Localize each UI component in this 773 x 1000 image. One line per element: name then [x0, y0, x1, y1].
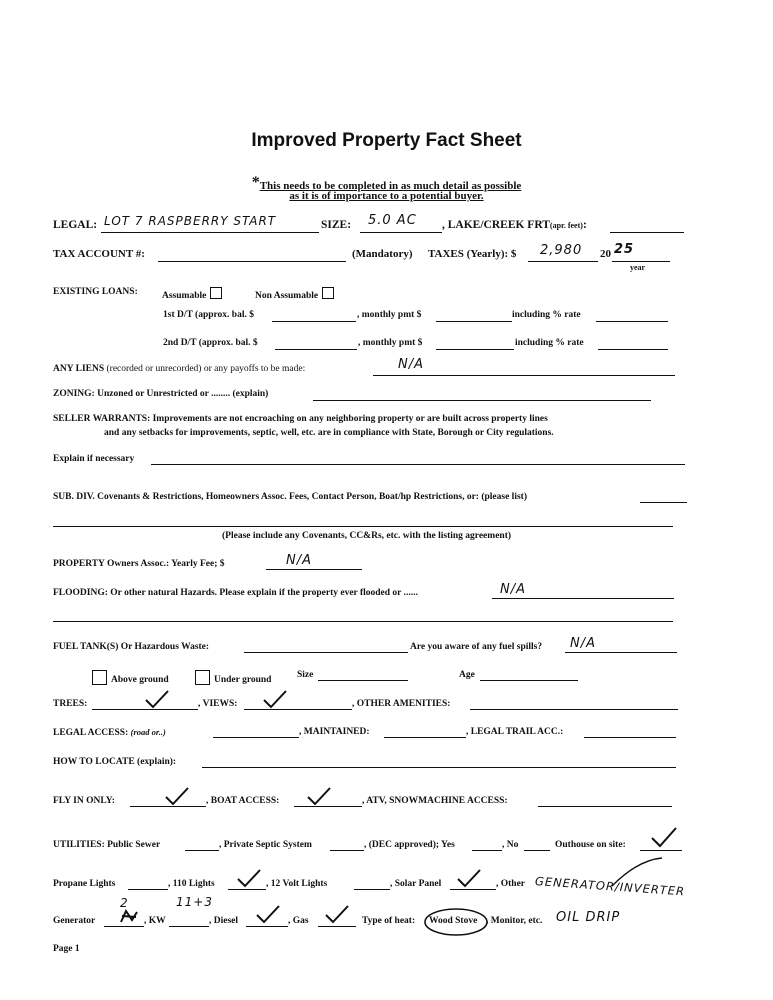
tax-account-field[interactable] [158, 261, 346, 262]
dec-yes-field[interactable] [472, 850, 502, 851]
dec-no-label: , No [502, 840, 519, 850]
boat-access-check-mark [306, 786, 332, 806]
how-to-locate-label: HOW TO LOCATE (explain): [53, 757, 177, 767]
explain-field[interactable] [151, 464, 685, 465]
type-of-heat-label: Type of heat: [362, 916, 416, 926]
tank-age-label: Age [459, 670, 475, 680]
page-number: Page 1 [53, 944, 80, 954]
views-field[interactable] [244, 709, 352, 710]
liens-value: N/A [398, 357, 424, 372]
boat-access-label: , BOAT ACCESS: [206, 796, 280, 806]
completion-note-line2: as it is of importance to a potential buyer. [289, 190, 484, 202]
tank-size-label: Size [297, 670, 314, 680]
legal-access-label: LEGAL ACCESS: (road or..) [53, 727, 166, 738]
second-dt-rate-field[interactable] [598, 349, 668, 350]
year-caption: year [630, 263, 646, 272]
legal-trail-field[interactable] [584, 737, 676, 738]
gas-label: , Gas [288, 916, 309, 926]
size-label: SIZE: [321, 219, 352, 231]
legal-value: LOT 7 RASPBERRY START [104, 214, 277, 228]
views-label: , VIEWS: [198, 699, 238, 709]
asterisk: * [251, 174, 260, 191]
above-ground-checkbox[interactable] [92, 670, 107, 685]
other-power-label: , Other [496, 879, 526, 889]
subdiv-label: SUB. DIV. Covenants & Restrictions, Homeowners Assoc. Fees, Contact Person, Boat/hp Restrictions, or: (please list) [53, 492, 527, 502]
second-dt-balance-field[interactable] [275, 349, 357, 350]
seller-warrants-line2: and any setbacks for improvements, septic, well, etc. are in compliance with State, Borough or City regulations. [104, 428, 554, 438]
outhouse-check-mark [650, 826, 678, 848]
size-field[interactable] [360, 232, 442, 233]
utilities-label: UTILITIES: Public Sewer [53, 840, 161, 850]
assumable-option[interactable]: Assumable [162, 287, 222, 301]
lights-110-label: , 110 Lights [168, 879, 215, 889]
trees-check-mark [144, 689, 170, 709]
diesel-label: , Diesel [209, 916, 239, 926]
poa-value: N/A [286, 553, 312, 568]
lights-110-check-mark [236, 868, 262, 888]
tax-year-value: 25 [614, 242, 635, 257]
taxes-amount-value: 2,980 [540, 243, 583, 258]
solar-panel-field[interactable] [450, 889, 496, 890]
second-dt-label: 2nd D/T (approx. bal. $ [163, 338, 258, 348]
volt-12-lights-label: , 12 Volt Lights [266, 879, 328, 889]
generator-label: Generator [53, 916, 96, 926]
liens-label: ANY LIENS (recorded or unrecorded) or any payoffs to be made: [53, 364, 306, 374]
solar-panel-check-mark [456, 868, 482, 888]
fly-in-check-mark [164, 786, 190, 806]
mandatory-label: (Mandatory) [352, 248, 413, 260]
under-ground-checkbox[interactable] [195, 670, 210, 685]
lake-creek-label: , LAKE/CREEK FRT(apr. feet): [442, 219, 587, 231]
first-dt-balance-field[interactable] [272, 321, 356, 322]
page-title: Improved Property Fact Sheet [251, 130, 522, 151]
flooding-field[interactable] [492, 598, 674, 599]
kw-label: , KW [144, 916, 166, 926]
explain-label: Explain if necessary [53, 454, 135, 464]
atv-access-field[interactable] [538, 806, 672, 807]
liens-field[interactable] [373, 375, 675, 376]
dec-no-field[interactable] [524, 850, 550, 851]
flooding-field-line2[interactable] [53, 621, 673, 622]
generator-scribble-mark [118, 908, 140, 926]
zoning-field[interactable] [313, 400, 651, 401]
private-septic-field[interactable] [330, 850, 364, 851]
boat-access-field[interactable] [294, 806, 362, 807]
poa-field[interactable] [266, 569, 362, 570]
second-dt-rate-label: including % rate [515, 338, 584, 348]
tank-age-field[interactable] [480, 680, 578, 681]
atv-access-label: , ATV, SNOWMACHINE ACCESS: [362, 796, 508, 806]
trees-label: TREES: [53, 699, 88, 709]
maintained-label: , MAINTAINED: [299, 727, 370, 737]
non-assumable-checkbox[interactable] [322, 287, 334, 299]
subdiv-note: (Please include any Covenants, CC&Rs, etc. with the listing agreement) [222, 531, 512, 541]
generator-note-2: 2 [120, 896, 129, 910]
poa-label: PROPERTY Owners Assoc.: Yearly Fee; $ [53, 559, 225, 569]
private-septic-label: , Private Septic System [219, 840, 312, 850]
size-value: 5.0 AC [368, 213, 417, 228]
lake-creek-field[interactable] [610, 232, 684, 233]
wood-stove-circle [422, 906, 490, 938]
completion-note-line1: *This needs to be completed in as much detail as possible [251, 174, 522, 192]
second-dt-monthly-field[interactable] [436, 349, 514, 350]
propane-lights-field[interactable] [128, 889, 168, 890]
solar-panel-label: , Solar Panel [390, 879, 442, 889]
under-ground-option[interactable]: Under ground [195, 670, 271, 685]
legal-trail-label: , LEGAL TRAIL ACC.: [466, 727, 564, 737]
handwritten-flourish [610, 856, 664, 888]
kw-field[interactable] [169, 926, 209, 927]
existing-loans-label: EXISTING LOANS: [53, 287, 138, 297]
first-dt-rate-label: including % rate [512, 310, 581, 320]
zoning-label: ZONING: Unzoned or Unrestricted or ........ (explain) [53, 389, 269, 399]
fuel-label: FUEL TANK(S) Or Hazardous Waste: [53, 642, 210, 652]
taxes-amount-field[interactable] [528, 261, 598, 262]
diesel-check-mark [255, 904, 281, 924]
other-amenities-field[interactable] [470, 709, 678, 710]
outhouse-field[interactable] [640, 850, 682, 851]
trees-field[interactable] [92, 709, 198, 710]
fuel-spills-field[interactable] [565, 652, 677, 653]
propane-lights-label: Propane Lights [53, 879, 116, 889]
subdiv-field[interactable] [640, 502, 687, 503]
generator-note-11: 11+3 [176, 895, 213, 909]
gas-field[interactable] [318, 926, 356, 927]
second-dt-monthly-label: , monthly pmt $ [358, 338, 423, 348]
dec-approved-label: , (DEC approved); Yes [364, 840, 455, 850]
lights-110-field[interactable] [228, 889, 266, 890]
first-dt-monthly-field[interactable] [436, 321, 512, 322]
fuel-spills-value: N/A [570, 636, 596, 651]
views-check-mark [262, 689, 288, 709]
flooding-value: N/A [500, 582, 526, 597]
first-dt-monthly-label: , monthly pmt $ [357, 310, 422, 320]
fuel-spills-label: Are you aware of any fuel spills? [410, 642, 543, 652]
volt-12-lights-field[interactable] [354, 889, 390, 890]
non-assumable-option[interactable]: Non Assumable [255, 287, 334, 301]
assumable-checkbox[interactable] [210, 287, 222, 299]
tax-year-field[interactable] [612, 261, 670, 262]
flooding-label: FLOODING: Or other natural Hazards. Please explain if the property ever flooded or ...... [53, 588, 418, 598]
generator-field[interactable] [104, 926, 144, 927]
other-power-value: GENERATOR/INVERTER [534, 874, 686, 899]
fuel-field[interactable] [244, 652, 408, 653]
first-dt-label: 1st D/T (approx. bal. $ [163, 310, 254, 320]
tax-account-label: TAX ACCOUNT #: [53, 248, 145, 260]
outhouse-label: Outhouse on site: [555, 840, 626, 850]
other-amenities-label: , OTHER AMENITIES: [352, 699, 451, 709]
subdiv-field-line2[interactable] [53, 526, 673, 527]
diesel-field[interactable] [246, 926, 288, 927]
seller-warrants-line1: SELLER WARRANTS: Improvements are not encroaching on any neighboring property or are built across property lines [53, 414, 548, 424]
legal-field[interactable] [101, 232, 319, 233]
tank-size-field[interactable] [318, 680, 408, 681]
maintained-field[interactable] [384, 737, 466, 738]
fly-in-label: FLY IN ONLY: [53, 796, 115, 806]
how-to-locate-field[interactable] [202, 767, 676, 768]
gas-check-mark [324, 904, 350, 924]
taxes-yearly-label: TAXES (Yearly): $ [428, 248, 517, 260]
heat-value: OIL DRIP [556, 910, 621, 925]
monitor-label: , Monitor, etc. [486, 916, 543, 926]
public-sewer-field[interactable] [185, 850, 219, 851]
wood-stove-option: Wood Stove [429, 916, 478, 926]
above-ground-option[interactable]: Above ground [92, 670, 169, 685]
legal-access-field[interactable] [213, 737, 299, 738]
legal-label: LEGAL: [53, 219, 98, 231]
tax-year-prefix: 20 [600, 248, 611, 260]
fly-in-field[interactable] [130, 806, 206, 807]
first-dt-rate-field[interactable] [596, 321, 668, 322]
